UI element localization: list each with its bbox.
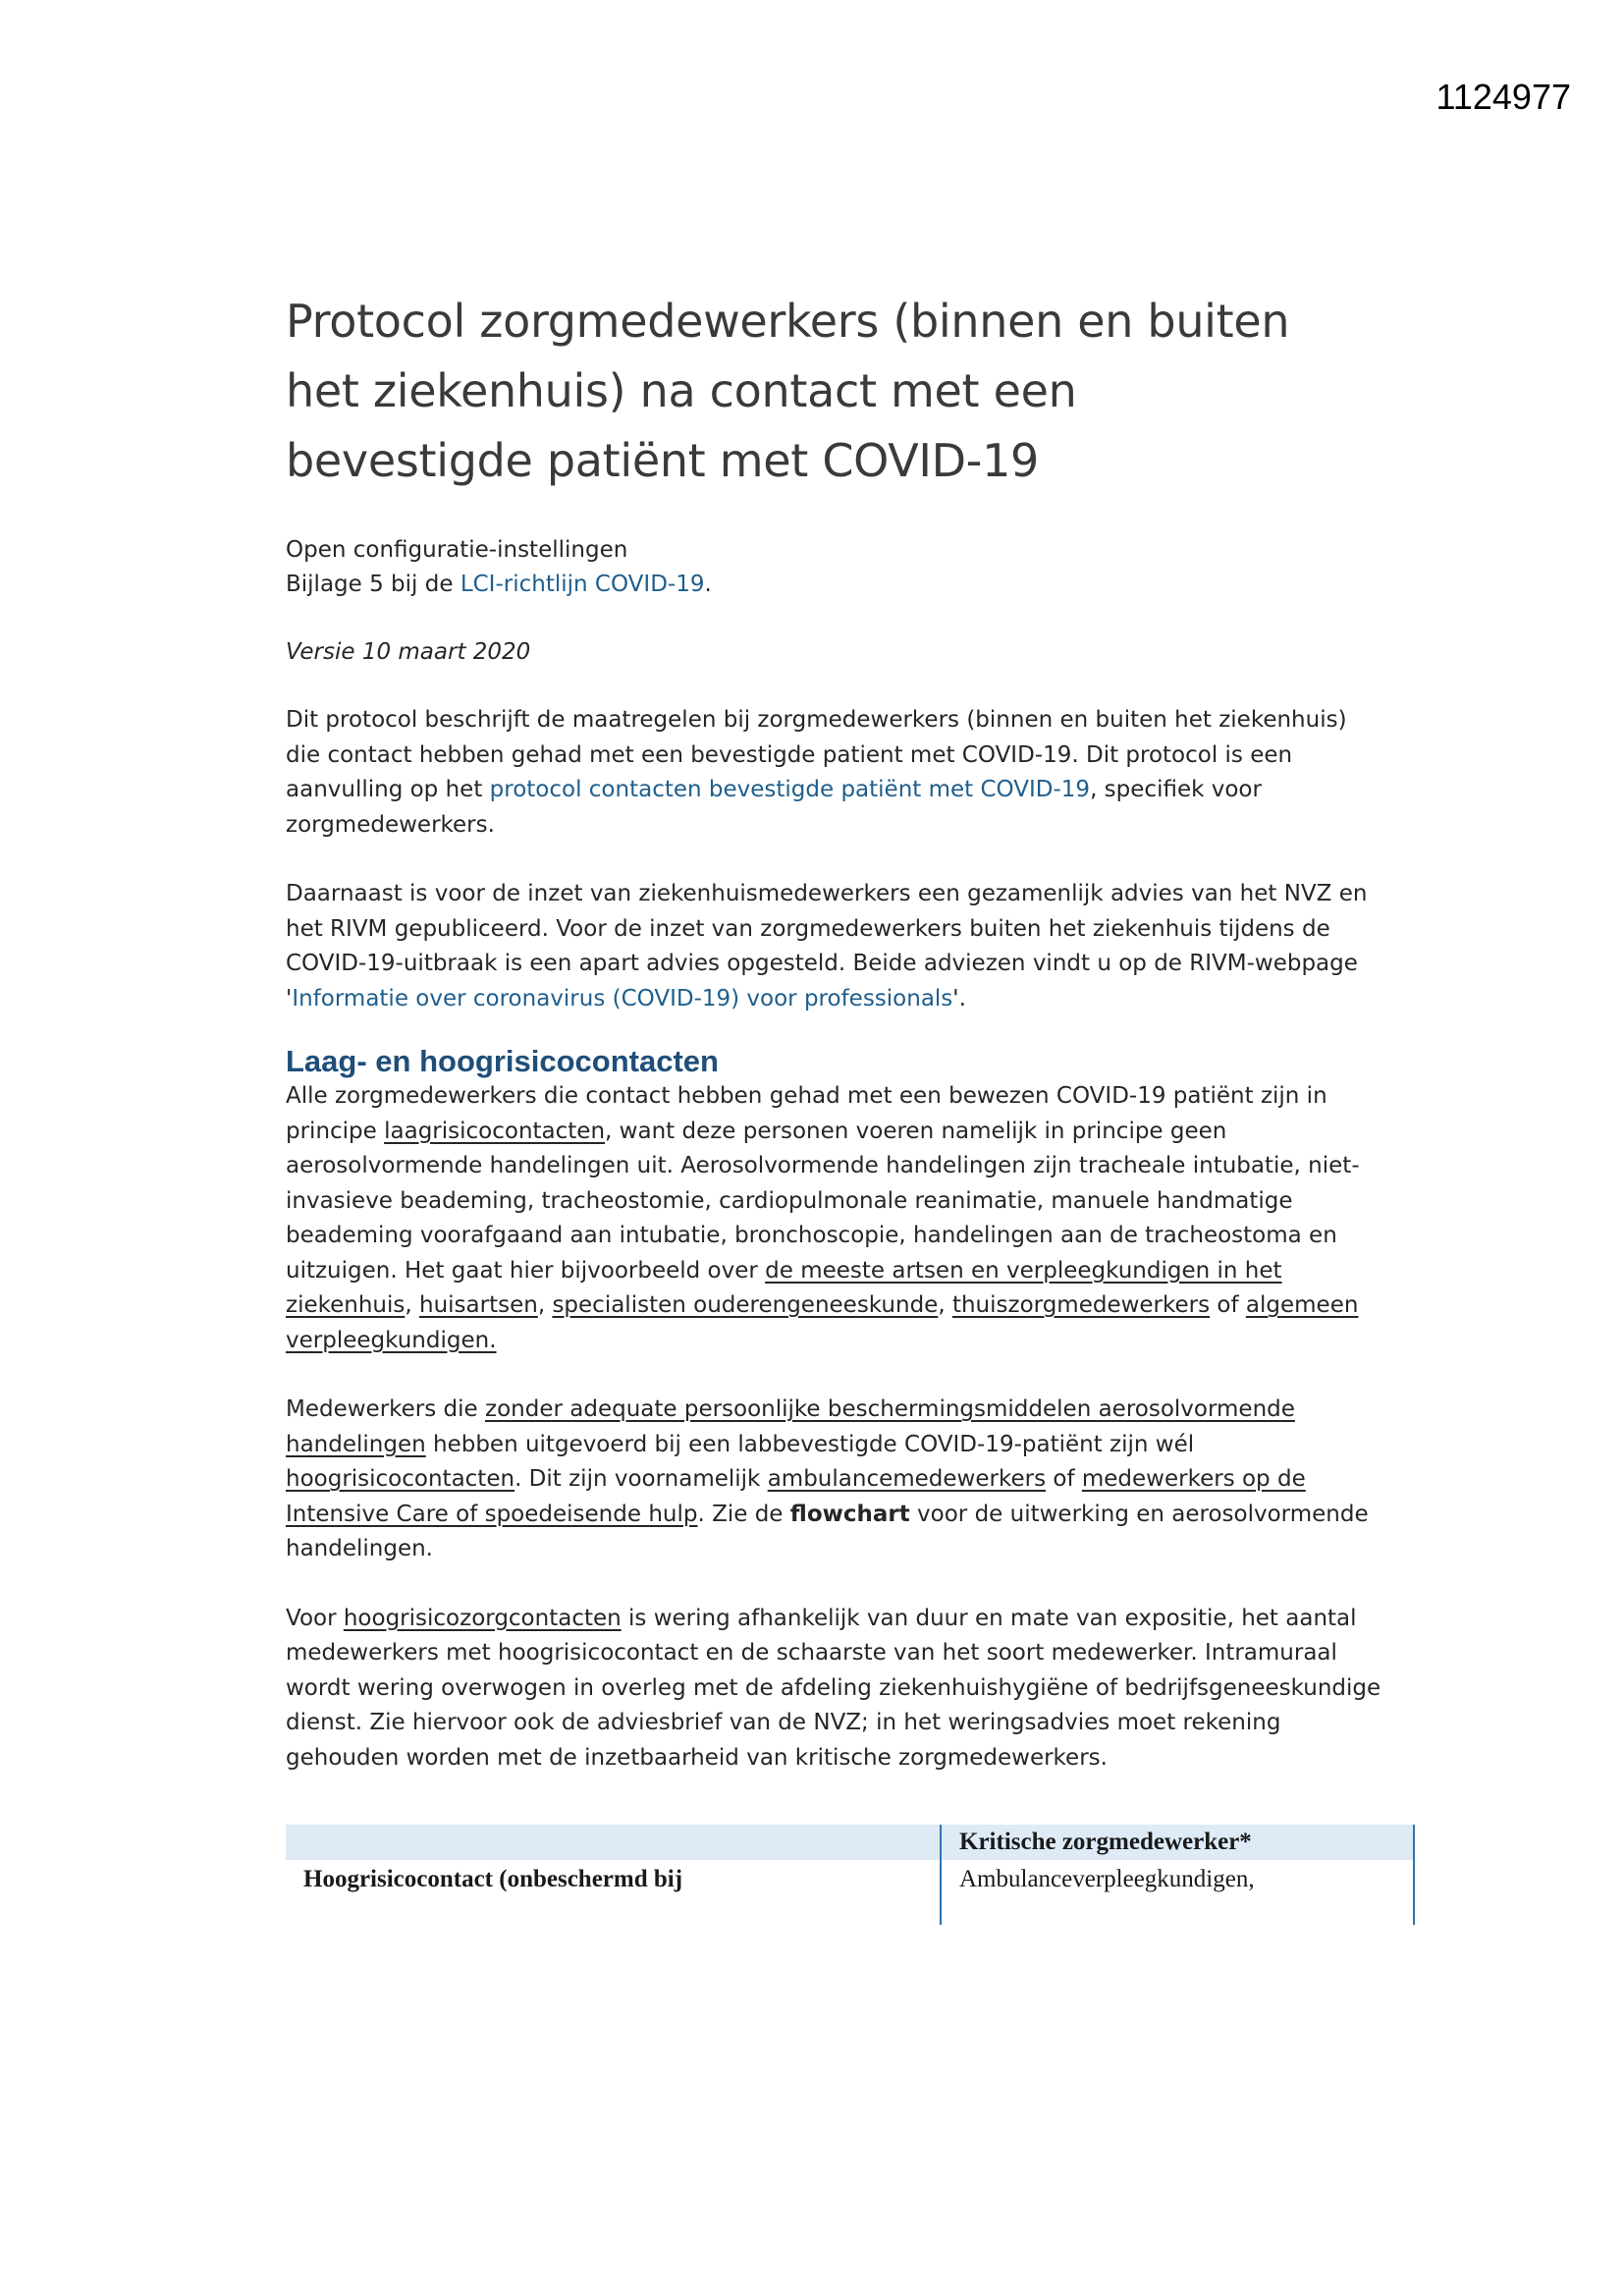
gp-link[interactable]: huisartsen — [419, 1292, 538, 1318]
paragraph-text: voor de uitwerking en aerosolvormende handelingen. — [286, 1501, 1369, 1561]
paragraph-text: Dit protocol beschrijft de maatregelen bij zorgmedewerkers (binnen en buiten het ziekenhuis) die contact hebben gehad met een bevestigde patient met COVID-19. Dit protocol is een aanvulling op het — [286, 707, 1347, 802]
paragraph-text: , — [938, 1292, 952, 1318]
table-cell: Ambulanceverpleegkundigen, — [941, 1860, 1414, 1925]
paragraph-text: of — [1046, 1466, 1082, 1492]
low-risk-paragraph — [286, 1079, 1385, 1358]
table-header-row — [286, 1825, 1414, 1860]
general-nurses-link[interactable]: algemeen verpleegkundigen. — [286, 1292, 1359, 1353]
paragraph-text: , want deze personen voeren namelijk in principe geen aerosolvormende handelingen uit. Aerosolvormende handelingen zijn tracheale intubatie, niet-invasieve beademing, tracheostomie, cardiopulmonale reanimatie, manuele handmatige beademing voorafgaand aan intubatie, bronchoscopie, handelingen aan de tracheostoma en uitzuigen. Het gaat hier bijvoorbeeld over — [286, 1118, 1360, 1284]
paragraph-text: . Zie de — [697, 1501, 790, 1527]
high-risk-care-contacts-link[interactable]: hoogrisicozorgcontacten — [343, 1605, 622, 1631]
flowchart-reference: flowchart — [789, 1501, 910, 1527]
title-line: Protocol zorgmedewerkers (binnen en buiten — [286, 295, 1290, 348]
advice-paragraph — [286, 877, 1385, 1016]
table-header-cell — [286, 1825, 941, 1860]
protocol-contacts-link[interactable]: protocol contacten bevestigde patiënt met COVID-19 — [489, 777, 1091, 802]
paragraph-text: of — [1210, 1292, 1246, 1318]
meta-text: Bijlage 5 bij de — [286, 572, 460, 597]
table-header-cell: Kritische zorgmedewerker* — [941, 1825, 1414, 1860]
paragraph-text: . Dit zijn voornamelijk — [514, 1466, 768, 1492]
paragraph-text: , — [537, 1292, 553, 1318]
title-line: het ziekenhuis) na contact met een — [286, 364, 1077, 417]
without-protection-link[interactable]: zonder adequate persoonlijke beschermingsmiddelen aerosolvormende handelingen — [286, 1396, 1295, 1457]
document-number: 1124977 — [1435, 77, 1571, 117]
paragraph-text: , — [405, 1292, 419, 1318]
page-title — [286, 287, 1385, 496]
section-heading: Laag- en hoogrisicocontacten — [286, 1044, 719, 1078]
meta-line: Open configuratie-instellingen — [286, 537, 628, 563]
doctors-nurses-hospital-link[interactable]: de meeste artsen en verpleegkundigen in het ziekenhuis — [286, 1257, 1282, 1318]
version-date: Versie 10 maart 2020 — [286, 639, 531, 665]
rivm-information-link[interactable]: Informatie over coronavirus (COVID-19) voor professionals — [292, 985, 953, 1011]
paragraph-text: Alle zorgmedewerkers die contact hebben gehad met een bewezen COVID-19 patiënt zijn in principe — [286, 1083, 1327, 1144]
meta-text: . — [704, 572, 712, 597]
lci-guideline-link[interactable]: LCI-richtlijn COVID-19 — [460, 572, 705, 597]
ambulance-workers-link[interactable]: ambulancemedewerkers — [767, 1466, 1047, 1492]
meta-line — [286, 568, 1385, 602]
paragraph-text: is wering afhankelijk van duur en mate van expositie, het aantal medewerkers met hoogrisicocontact en de schaarste van het soort medewerker. Intramuraal wordt wering overwogen in overleg met de afdeling ziekenhuishygiëne of bedrijfsgeneeskundige dienst. Zie hiervoor ook de adviesbrief van de NVZ; in het weringsadvies moet rekening gehouden worden met de inzetbaarheid van kritische zorgmedewerkers. — [286, 1605, 1381, 1771]
table-cell: Hoogrisicocontact (onbeschermd bij — [303, 1866, 683, 1892]
critical-workers-table — [286, 1825, 1415, 1925]
intro-paragraph — [286, 703, 1385, 843]
document-meta — [286, 533, 1385, 602]
exclusion-paragraph — [286, 1602, 1385, 1777]
high-risk-paragraph — [286, 1393, 1385, 1567]
home-care-workers-link[interactable]: thuiszorgmedewerkers — [951, 1292, 1211, 1318]
title-line: bevestigde patiënt met COVID-19 — [286, 434, 1040, 487]
paragraph-text: '. — [952, 985, 966, 1011]
document-body — [286, 287, 1385, 1776]
table-row — [286, 1860, 1414, 1925]
low-risk-contacts-link[interactable]: laagrisicocontacten — [384, 1118, 606, 1144]
paragraph-text: Voor — [286, 1605, 344, 1631]
paragraph-text: hebben uitgevoerd bij een labbevestigde COVID-19-patiënt zijn wél — [425, 1431, 1195, 1457]
elderly-care-specialists-link[interactable]: specialisten ouderengeneeskunde — [552, 1292, 939, 1318]
paragraph-text: , specifiek voor zorgmedewerkers. — [286, 777, 1262, 838]
paragraph-text: Medewerkers die — [286, 1396, 486, 1422]
icu-emergency-workers-link[interactable]: medewerkers op de Intensive Care of spoedeisende hulp — [286, 1466, 1306, 1527]
high-risk-contacts-link[interactable]: hoogrisicocontacten — [286, 1466, 515, 1492]
paragraph-text: Daarnaast is voor de inzet van ziekenhuismedewerkers een gezamenlijk advies van het NVZ en het RIVM gepubliceerd. Voor de inzet van zorgmedewerkers buiten het ziekenhuis tijdens de COVID-19-uitbraak is een apart advies opgesteld. Beide adviezen vindt u op de RIVM-webpage ' — [286, 881, 1368, 1011]
